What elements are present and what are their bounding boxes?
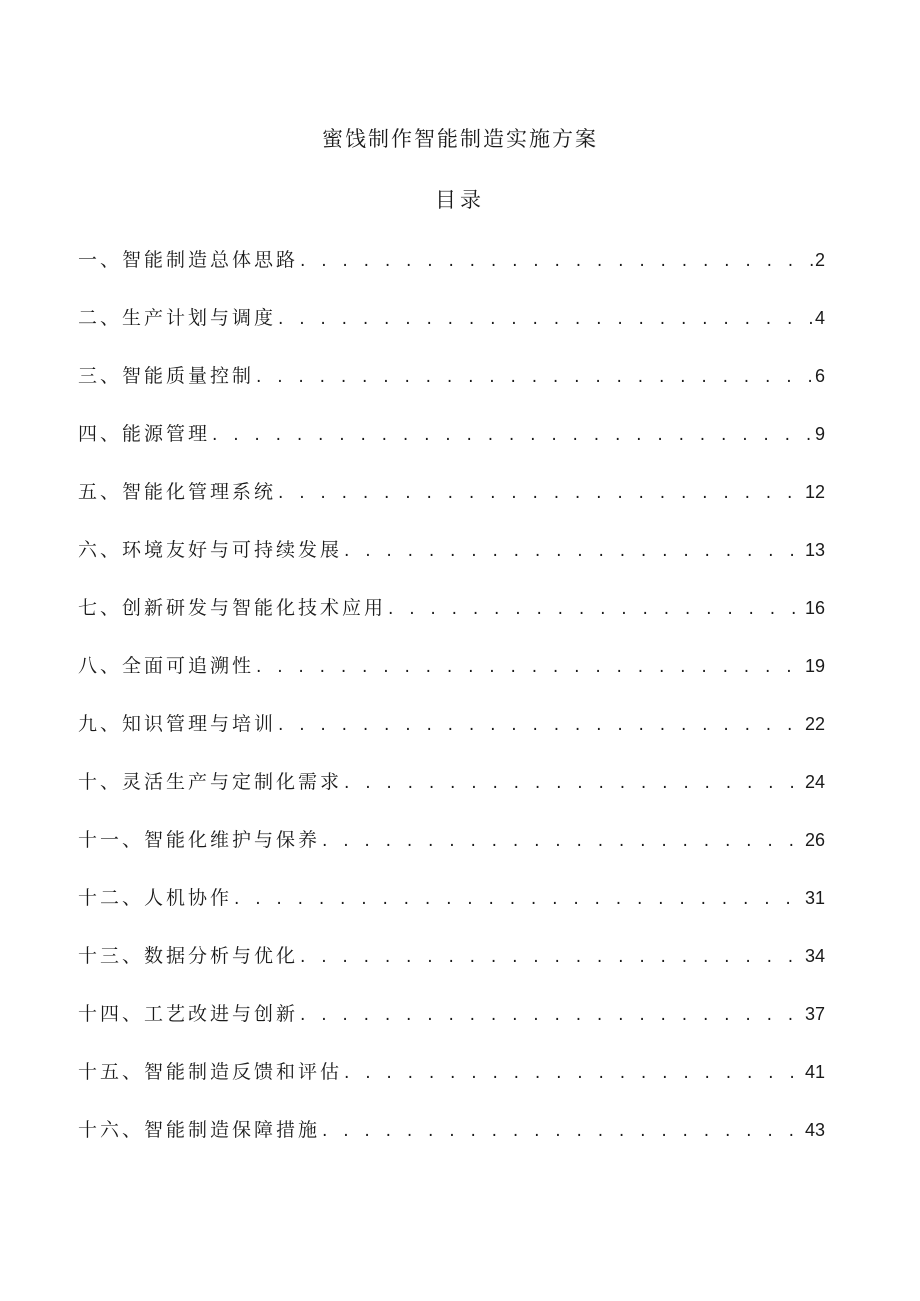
toc-entry-label: 十三、数据分析与优化 — [78, 945, 299, 967]
toc-entry[interactable] — [78, 535, 825, 593]
toc-dot-leader — [300, 246, 813, 276]
toc-entry[interactable] — [78, 361, 825, 419]
table-of-contents — [78, 245, 825, 1173]
toc-entry-page: 4 — [814, 308, 825, 328]
toc-entry[interactable] — [78, 1057, 825, 1115]
toc-entry[interactable] — [78, 245, 825, 303]
toc-dot-leader — [256, 362, 813, 392]
toc-entry[interactable] — [78, 593, 825, 651]
toc-dot-leader — [322, 826, 803, 856]
toc-entry-label: 十一、智能化维护与保养 — [78, 829, 321, 851]
toc-entry[interactable] — [78, 767, 825, 825]
toc-dot-leader — [278, 478, 803, 508]
toc-dot-leader — [344, 1058, 803, 1088]
toc-dot-leader — [234, 884, 803, 914]
toc-entry-label: 十五、智能制造反馈和评估 — [78, 1061, 343, 1083]
toc-entry-label: 六、环境友好与可持续发展 — [78, 539, 343, 561]
toc-entry-label: 十四、工艺改进与创新 — [78, 1003, 299, 1025]
toc-entry-page: 34 — [804, 946, 825, 966]
toc-entry-label: 三、智能质量控制 — [78, 365, 255, 387]
toc-entry-label: 十、灵活生产与定制化需求 — [78, 771, 343, 793]
toc-entry-page: 19 — [804, 656, 825, 676]
toc-dot-leader — [300, 1000, 803, 1030]
toc-dot-leader — [212, 420, 813, 450]
toc-entry-page: 26 — [804, 830, 825, 850]
toc-entry-label: 十六、智能制造保障措施 — [78, 1119, 321, 1141]
toc-entry[interactable] — [78, 941, 825, 999]
toc-dot-leader — [300, 942, 803, 972]
toc-entry-page: 22 — [804, 714, 825, 734]
toc-entry[interactable] — [78, 303, 825, 361]
toc-entry-page: 41 — [804, 1062, 825, 1082]
toc-entry-label: 九、知识管理与培训 — [78, 713, 277, 735]
toc-entry-label: 二、生产计划与调度 — [78, 307, 277, 329]
document-title: 蜜饯制作智能制造实施方案 — [322, 127, 598, 151]
toc-entry-page: 24 — [804, 772, 825, 792]
toc-dot-leader — [388, 594, 803, 624]
toc-entry-page: 16 — [804, 598, 825, 618]
toc-entry[interactable] — [78, 999, 825, 1057]
toc-entry-label: 八、全面可追溯性 — [78, 655, 255, 677]
toc-entry-label: 一、智能制造总体思路 — [78, 249, 299, 271]
toc-entry[interactable] — [78, 1115, 825, 1173]
toc-entry[interactable] — [78, 651, 825, 709]
toc-dot-leader — [256, 652, 803, 682]
toc-entry-label: 七、创新研发与智能化技术应用 — [78, 597, 387, 619]
toc-dot-leader — [278, 304, 813, 334]
toc-entry-page: 2 — [814, 250, 825, 270]
toc-entry-page: 43 — [804, 1120, 825, 1140]
toc-entry-label: 十二、人机协作 — [78, 887, 233, 909]
toc-entry[interactable] — [78, 477, 825, 535]
toc-entry-label: 四、能源管理 — [78, 423, 211, 445]
toc-entry-page: 31 — [804, 888, 825, 908]
toc-dot-leader — [344, 536, 803, 566]
toc-entry-label: 五、智能化管理系统 — [78, 481, 277, 503]
toc-entry[interactable] — [78, 883, 825, 941]
toc-dot-leader — [278, 710, 803, 740]
toc-dot-leader — [322, 1116, 803, 1146]
toc-entry-page: 9 — [814, 424, 825, 444]
toc-entry-page: 37 — [804, 1004, 825, 1024]
toc-heading: 目录 — [435, 188, 485, 212]
toc-dot-leader — [344, 768, 803, 798]
toc-entry[interactable] — [78, 825, 825, 883]
toc-entry-page: 6 — [814, 366, 825, 386]
toc-entry-page: 12 — [804, 482, 825, 502]
toc-entry[interactable] — [78, 419, 825, 477]
toc-entry[interactable] — [78, 709, 825, 767]
toc-entry-page: 13 — [804, 540, 825, 560]
